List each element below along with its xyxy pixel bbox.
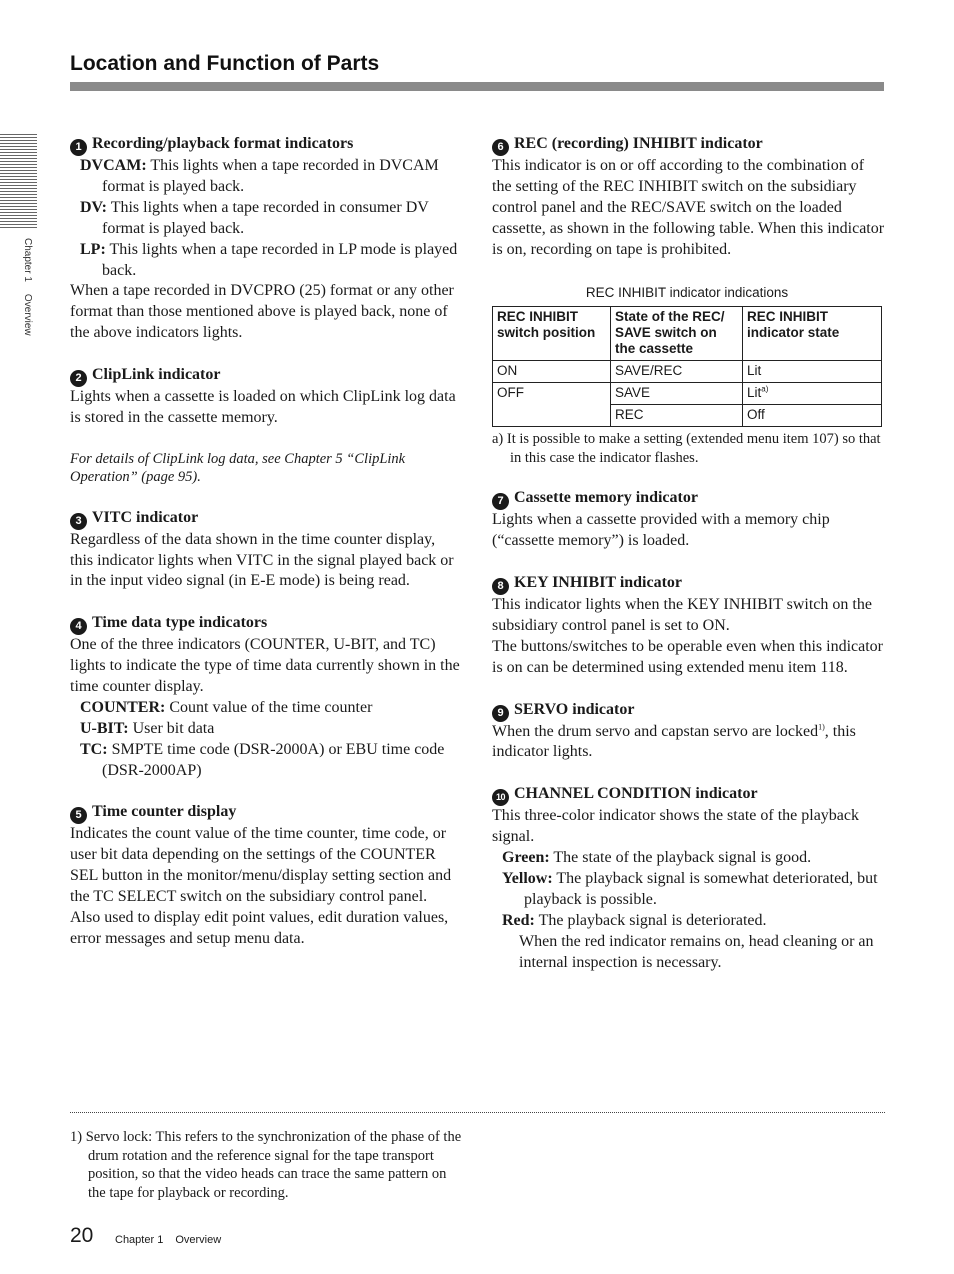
- side-chapter: Chapter 1: [22, 238, 33, 282]
- page-footnote: 1) Servo lock: This refers to the synchronization of the phase of the drum rotation and the reference signal for the tape transport position, so that the video heads can trace the same pattern on the tape for playback or recording.: [70, 1129, 462, 1201]
- section-1: [70, 134, 460, 344]
- definition: U-BIT: User bit data: [80, 719, 215, 737]
- page-title: Location and Function of Parts: [70, 52, 380, 75]
- section-heading: 3 VITC indicator: [70, 508, 460, 530]
- paragraph: Also used to display edit point values, edit duration values, error messages and setup menu data.: [70, 909, 449, 948]
- table-cell: Lit$^{a)}$: [743, 383, 882, 405]
- section-7: [492, 488, 886, 552]
- section-heading: 9 SERVO indicator: [492, 700, 886, 722]
- section-9: [492, 700, 886, 764]
- paragraph: This indicator is on or off according to the combination of the setting of the REC INHIBIT switch on the subsidiary control panel and the REC/SAVE switch on the loaded cassette, as shown in the following table. When this indicator is on, recording on tape is prohibited.: [492, 157, 885, 258]
- paragraph: One of the three indicators (COUNTER, U-BIT, and TC) lights to indicate the type of time data currently shown in the time counter display.: [70, 636, 460, 696]
- section-8: [492, 573, 886, 679]
- paragraph: This indicator lights when the KEY INHIBIT switch on the subsidiary control panel is set to ON.: [492, 596, 872, 634]
- number-badge: 3: [70, 513, 87, 530]
- definition: Yellow: The playback signal is somewhat deteriorated, but playback is possible.: [502, 869, 878, 908]
- table-cell: OFF: [493, 383, 611, 427]
- left-column: [70, 134, 460, 971]
- number-badge: 6: [492, 139, 509, 156]
- section-6: [492, 134, 886, 261]
- definition: TC: SMPTE time code (DSR-2000A) or EBU time code (DSR-2000AP): [80, 740, 445, 779]
- chapter-side-label: [22, 238, 33, 336]
- section-heading: 8 KEY INHIBIT indicator: [492, 573, 886, 595]
- section-2: [70, 365, 460, 429]
- section-3: [70, 508, 460, 593]
- paragraph: When the red indicator remains on, head cleaning or an internal inspection is necessary.: [519, 932, 874, 971]
- footer-chapter: Chapter 1 Overview: [115, 1234, 222, 1246]
- table-note-mark: a): [761, 384, 769, 394]
- paragraph: When a tape recorded in DVCPRO (25) format or any other format than those mentioned above is played back, none of the above indicators lights.: [70, 282, 454, 342]
- paragraph: When the drum servo and capstan servo are locked$^{1)}$, this indicator lights.: [492, 722, 856, 761]
- number-badge: 9: [492, 705, 509, 722]
- header-rule: [70, 82, 884, 91]
- definition: Green: The state of the playback signal is good.: [502, 849, 812, 867]
- section-heading: 1 Recording/playback format indicators: [70, 134, 460, 156]
- table-cell: REC: [611, 405, 743, 427]
- page-number: 20: [70, 1224, 94, 1247]
- table-header-row: [493, 307, 882, 361]
- paragraph: Regardless of the data shown in the time counter display, this indicator lights when VITC in the signal played back or in the input video signal (in E-E mode) is being read.: [70, 530, 454, 590]
- footnote-mark: 1): [818, 722, 825, 732]
- side-section: Overview: [22, 293, 33, 336]
- rec-inhibit-table: [492, 306, 882, 427]
- paragraph: This three-color indicator shows the state of the playback signal.: [492, 807, 859, 846]
- table-cell: SAVE: [611, 383, 743, 405]
- table-cell: Lit: [743, 361, 882, 383]
- number-badge: 5: [70, 807, 87, 824]
- number-badge: 1: [70, 139, 87, 156]
- table-header-cell: REC INHIBIT switch position: [493, 307, 611, 361]
- paragraph: Lights when a cassette provided with a memory chip (“cassette memory”) is loaded.: [492, 511, 830, 550]
- number-badge: 2: [70, 370, 87, 387]
- table-cell: SAVE/REC: [611, 361, 743, 383]
- section-heading: 6 REC (recording) INHIBIT indicator: [492, 134, 886, 156]
- table-caption: REC INHIBIT indicator indications: [585, 284, 789, 300]
- chapter-tab-lines: [0, 134, 37, 228]
- number-badge: 10: [492, 789, 509, 806]
- section-5: [70, 802, 460, 949]
- table-cell: ON: [493, 361, 611, 383]
- table-footnote: a) It is possible to make a setting (extended menu item 107) so that in this case the indicator flashes.: [492, 431, 881, 466]
- section-heading: 5 Time counter display: [70, 802, 460, 824]
- paragraph: Lights when a cassette is loaded on which ClipLink log data is stored in the cassette memory.: [70, 388, 456, 426]
- definition: LP: This lights when a tape recorded in LP mode is played back.: [80, 240, 458, 279]
- definition: COUNTER: Count value of the time counter: [80, 698, 373, 716]
- section-heading: 10 CHANNEL CONDITION indicator: [492, 784, 886, 806]
- section-10: [492, 784, 886, 973]
- number-badge: 7: [492, 493, 509, 510]
- section-heading: 7 Cassette memory indicator: [492, 488, 886, 510]
- table-cell: Off: [743, 405, 882, 427]
- table-header-cell: REC INHIBIT indicator state: [743, 307, 882, 361]
- number-badge: 8: [492, 578, 509, 595]
- definition: DVCAM: This lights when a tape recorded in DVCAM format is played back.: [80, 157, 439, 195]
- section-heading: 2 ClipLink indicator: [70, 365, 460, 387]
- table-row: [493, 361, 882, 383]
- section-4: [70, 613, 460, 781]
- right-column: [492, 134, 886, 994]
- paragraph: Indicates the count value of the time counter, time code, or user bit data depending on the settings of the COUNTER SEL button in the monitor/menu/display setting section and the TC SELECT switch on the subsidiary control panel.: [70, 825, 452, 906]
- table-row: [493, 383, 882, 405]
- section-heading: 4 Time data type indicators: [70, 613, 460, 635]
- cross-reference-note: For details of ClipLink log data, see Chapter 5 “ClipLink Operation” (page 95).: [70, 450, 406, 486]
- paragraph: The buttons/switches to be operable even when this indicator is on can be determined using extended menu item 118.: [492, 637, 884, 676]
- definition: DV: This lights when a tape recorded in consumer DV format is played back.: [80, 198, 429, 237]
- number-badge: 4: [70, 618, 87, 635]
- table-header-cell: State of the REC/ SAVE switch on the cassette: [611, 307, 743, 361]
- footnote-divider: [70, 1112, 885, 1113]
- definition: Red: The playback signal is deteriorated.: [502, 911, 767, 929]
